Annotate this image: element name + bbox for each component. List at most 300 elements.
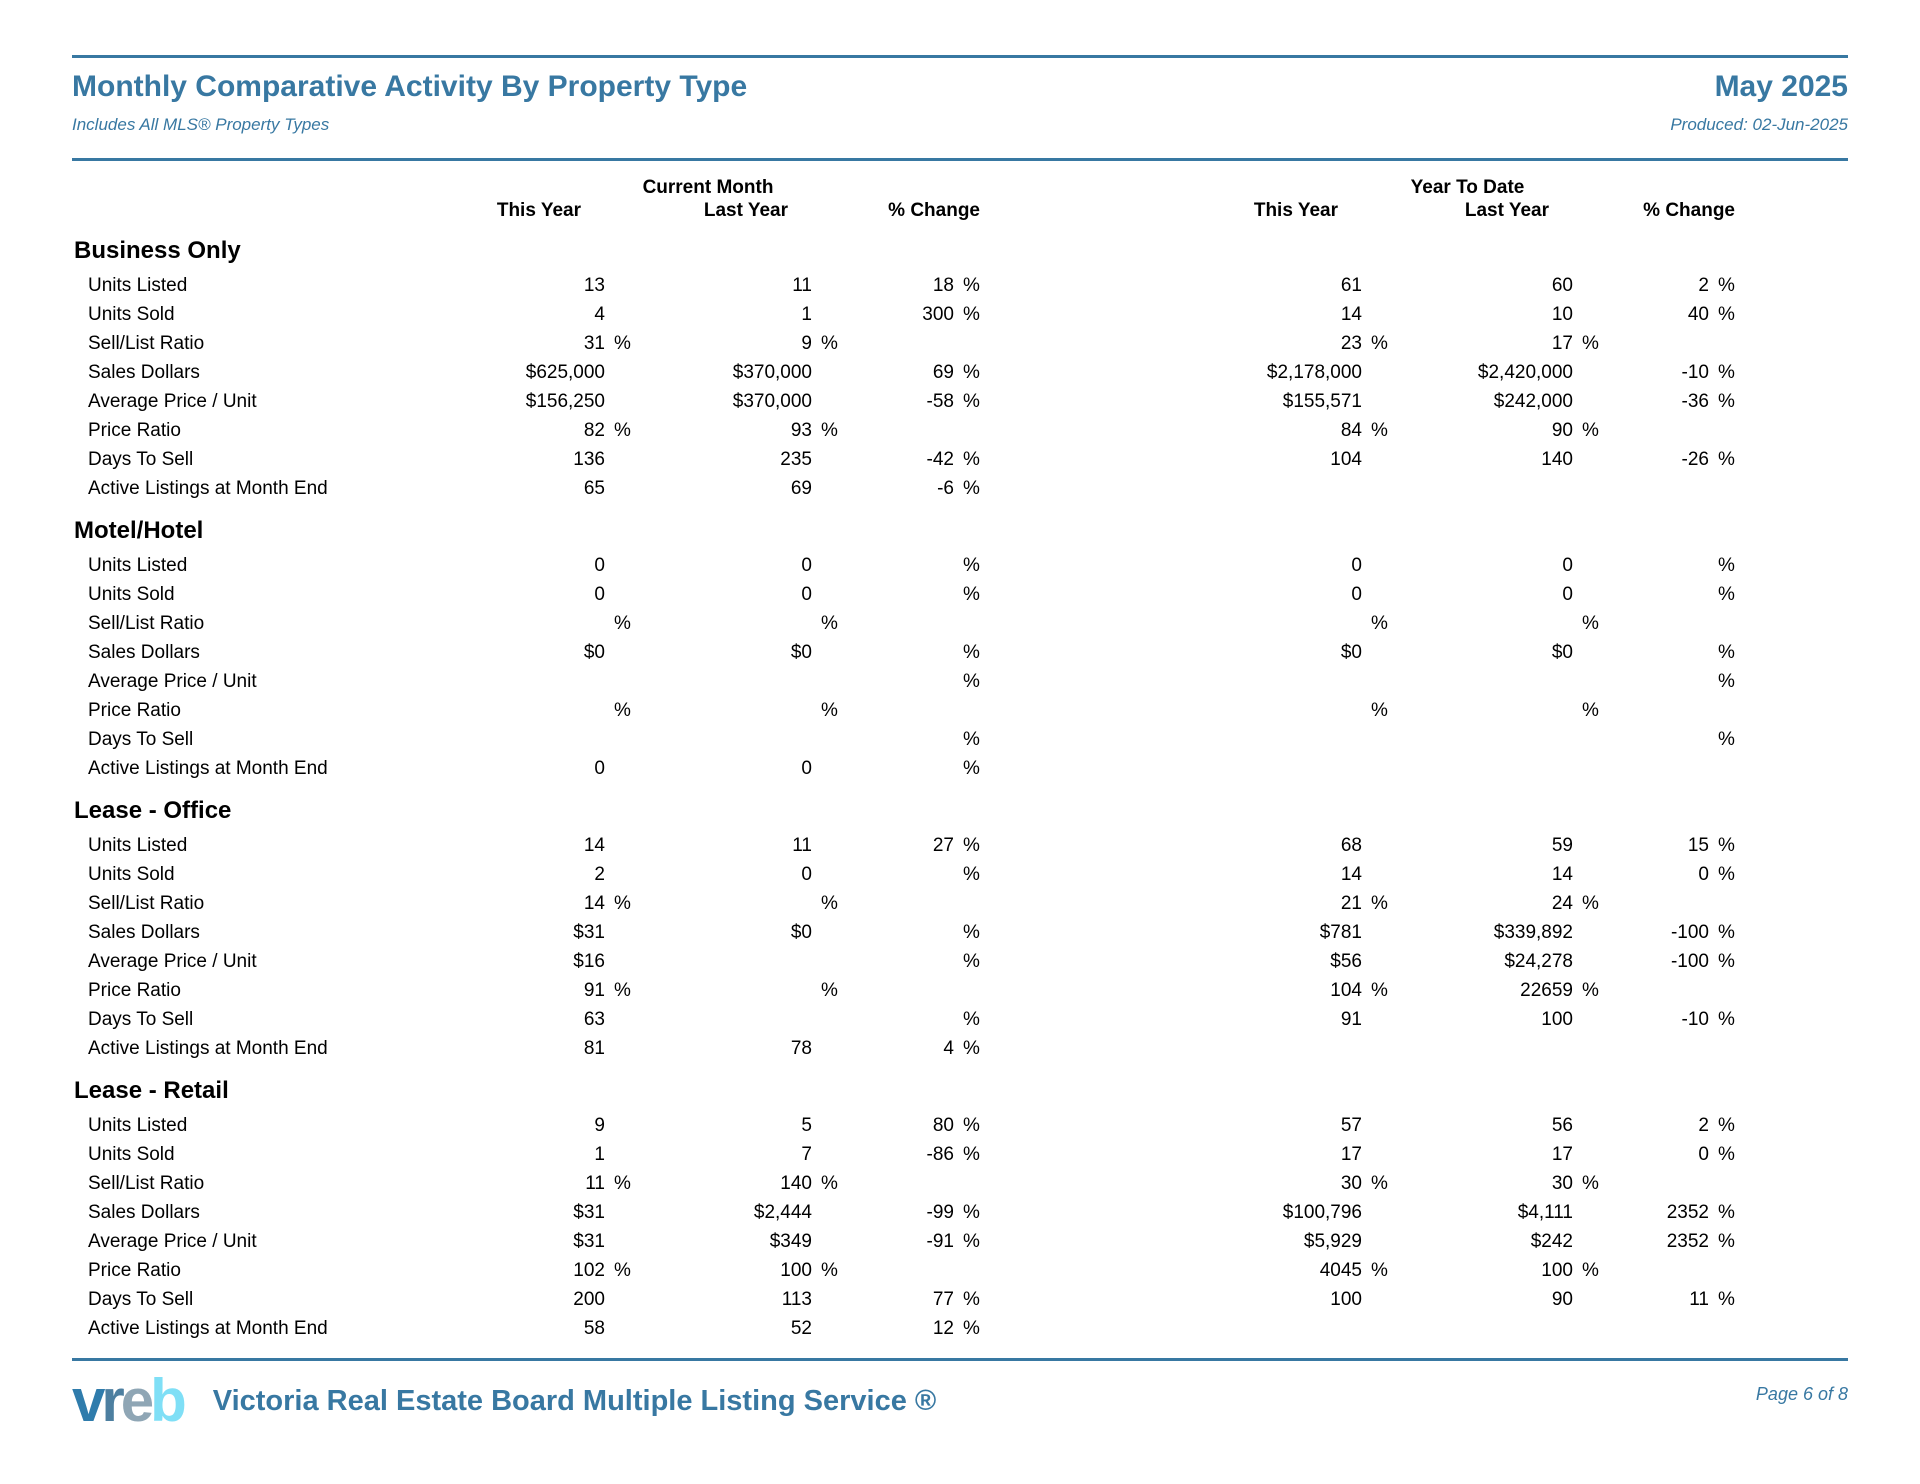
cell bbox=[641, 580, 848, 609]
cell-value: $2,444 bbox=[753, 1202, 812, 1223]
cell bbox=[641, 1256, 848, 1285]
cell-value: 69 bbox=[932, 362, 954, 383]
cell-percent-sign: % bbox=[963, 449, 980, 470]
cell-percent-sign bbox=[954, 329, 990, 358]
cell-percent-sign: % bbox=[963, 1144, 980, 1165]
cell-value: 11 bbox=[792, 275, 812, 296]
cell-value: 77 bbox=[932, 1289, 954, 1310]
cell bbox=[848, 667, 990, 696]
cell bbox=[1190, 1256, 1398, 1285]
cell-value bbox=[1398, 609, 1573, 638]
cell-percent-sign bbox=[812, 754, 848, 783]
cell-percent-sign bbox=[605, 1198, 641, 1227]
table-row bbox=[72, 1256, 1848, 1285]
cell bbox=[848, 271, 990, 300]
cell bbox=[390, 725, 641, 754]
cell bbox=[848, 754, 990, 783]
cell-value: 22659 bbox=[1520, 980, 1573, 1001]
cell-value: $242,000 bbox=[1493, 391, 1573, 412]
cell-percent-sign bbox=[605, 918, 641, 947]
cell-percent-sign: % bbox=[614, 420, 631, 441]
cell bbox=[1609, 1005, 1745, 1034]
logo-letter: v bbox=[72, 1367, 102, 1434]
cell-value bbox=[1609, 1314, 1709, 1343]
cell bbox=[1609, 580, 1745, 609]
cell-value: 91 bbox=[583, 980, 605, 1001]
cell bbox=[1609, 1140, 1745, 1169]
logo-letter: e bbox=[120, 1367, 151, 1434]
cell bbox=[390, 889, 641, 918]
cell bbox=[1398, 1227, 1609, 1256]
cell-percent-sign bbox=[1362, 1111, 1398, 1140]
cell-value: -86 bbox=[926, 1144, 954, 1165]
cell-value bbox=[1609, 329, 1709, 358]
row-label: Units Listed bbox=[88, 1115, 188, 1136]
cell-value: 78 bbox=[790, 1038, 812, 1059]
cell bbox=[1190, 1285, 1398, 1314]
cell-value: 60 bbox=[1551, 275, 1573, 296]
cell bbox=[848, 580, 990, 609]
cell-percent-sign bbox=[1362, 580, 1398, 609]
cell bbox=[390, 831, 641, 860]
cell bbox=[1398, 609, 1609, 638]
cell bbox=[1190, 329, 1398, 358]
cell-value bbox=[848, 1169, 954, 1198]
cell-percent-sign: % bbox=[1718, 1115, 1735, 1136]
cell-percent-sign bbox=[605, 580, 641, 609]
cell-value bbox=[1609, 754, 1709, 783]
cell bbox=[390, 1227, 641, 1256]
cell-value: $5,929 bbox=[1303, 1231, 1362, 1252]
cell bbox=[641, 860, 848, 889]
cell-value: 100 bbox=[1541, 1009, 1573, 1030]
cell-value: 57 bbox=[1340, 1115, 1362, 1136]
cell-percent-sign bbox=[605, 551, 641, 580]
cell-value bbox=[848, 860, 954, 889]
cell-percent-sign: % bbox=[1718, 1289, 1735, 1310]
cell-value: -6 bbox=[937, 478, 954, 499]
cell-value: 30 bbox=[1551, 1173, 1573, 1194]
cell-percent-sign bbox=[1362, 1227, 1398, 1256]
cell bbox=[1609, 1314, 1745, 1343]
cell bbox=[641, 696, 848, 725]
cell bbox=[641, 416, 848, 445]
cell-percent-sign bbox=[605, 667, 641, 696]
cell bbox=[1398, 947, 1609, 976]
cell-value: 69 bbox=[790, 478, 812, 499]
cell bbox=[1398, 1198, 1609, 1227]
cell bbox=[848, 638, 990, 667]
report-footer bbox=[72, 1358, 1848, 1437]
cell-percent-sign bbox=[812, 474, 848, 503]
cell-value: 21 bbox=[1340, 893, 1362, 914]
cell-percent-sign bbox=[1362, 358, 1398, 387]
cell bbox=[641, 1169, 848, 1198]
cell bbox=[390, 271, 641, 300]
cell-value: $0 bbox=[1340, 642, 1362, 663]
cell-value bbox=[848, 696, 954, 725]
cell bbox=[641, 918, 848, 947]
cell bbox=[390, 1169, 641, 1198]
cell bbox=[1398, 638, 1609, 667]
cell-percent-sign bbox=[812, 638, 848, 667]
cell-percent-sign bbox=[1709, 609, 1745, 638]
cell bbox=[848, 696, 990, 725]
cell bbox=[641, 474, 848, 503]
cell bbox=[1398, 667, 1609, 696]
cell-value: $16 bbox=[573, 951, 605, 972]
cell-percent-sign bbox=[1362, 1198, 1398, 1227]
cell bbox=[848, 1005, 990, 1034]
cell-value: 0 bbox=[594, 758, 605, 779]
cell bbox=[390, 329, 641, 358]
cell-value bbox=[641, 947, 812, 976]
cell-percent-sign: % bbox=[963, 1231, 980, 1252]
cell-value bbox=[1398, 696, 1573, 725]
cell-value: 0 bbox=[1698, 1144, 1709, 1165]
cell-value bbox=[1609, 580, 1709, 609]
cell-percent-sign: % bbox=[963, 362, 980, 383]
cell-percent-sign: % bbox=[821, 1260, 838, 1281]
row-label: Units Sold bbox=[88, 584, 175, 605]
cell-value: 90 bbox=[1551, 1289, 1573, 1310]
cell-percent-sign bbox=[812, 1227, 848, 1256]
cell bbox=[1398, 1256, 1609, 1285]
cell-percent-sign bbox=[812, 1198, 848, 1227]
row-label: Active Listings at Month End bbox=[88, 1318, 328, 1339]
cell-percent-sign bbox=[1362, 300, 1398, 329]
cell bbox=[848, 947, 990, 976]
report-period: May 2025 bbox=[1714, 70, 1848, 103]
cell-percent-sign bbox=[954, 889, 990, 918]
cell-percent-sign bbox=[812, 1034, 848, 1063]
cell bbox=[1190, 474, 1398, 503]
cell bbox=[390, 358, 641, 387]
cell bbox=[641, 1111, 848, 1140]
cell bbox=[1609, 1227, 1745, 1256]
table-row bbox=[72, 1034, 1848, 1063]
cell bbox=[848, 918, 990, 947]
cell bbox=[1609, 1169, 1745, 1198]
cell-value bbox=[848, 667, 954, 696]
logo-letter: b bbox=[150, 1367, 183, 1434]
row-label: Average Price / Unit bbox=[88, 391, 257, 412]
table-row bbox=[72, 725, 1848, 754]
row-label: Sell/List Ratio bbox=[88, 333, 205, 354]
cell-value: $370,000 bbox=[732, 362, 812, 383]
cell-percent-sign bbox=[1573, 638, 1609, 667]
cell-percent-sign: % bbox=[963, 1115, 980, 1136]
cell-value bbox=[390, 667, 605, 696]
cell-percent-sign bbox=[605, 947, 641, 976]
cell-percent-sign bbox=[1573, 1285, 1609, 1314]
cell-value: 0 bbox=[801, 758, 812, 779]
cell-percent-sign bbox=[954, 416, 990, 445]
cell-percent-sign: % bbox=[1371, 700, 1388, 721]
cell bbox=[848, 1034, 990, 1063]
cell-value bbox=[1190, 609, 1362, 638]
cell-percent-sign bbox=[1573, 1034, 1609, 1063]
cell bbox=[641, 445, 848, 474]
cell bbox=[641, 271, 848, 300]
row-label: Sales Dollars bbox=[88, 922, 200, 943]
cell-percent-sign bbox=[1573, 725, 1609, 754]
cell bbox=[848, 416, 990, 445]
cell-percent-sign: % bbox=[963, 1038, 980, 1059]
cell bbox=[390, 609, 641, 638]
cell-percent-sign bbox=[1362, 1285, 1398, 1314]
cell bbox=[1609, 976, 1745, 1005]
cell-percent-sign bbox=[1573, 1005, 1609, 1034]
cell bbox=[1398, 918, 1609, 947]
cell-percent-sign: % bbox=[1582, 1260, 1599, 1281]
brand-text: Victoria Real Estate Board Multiple Listing Service ® bbox=[212, 1384, 937, 1417]
cell bbox=[390, 638, 641, 667]
cell-value: 81 bbox=[583, 1038, 605, 1059]
cell-value bbox=[1609, 667, 1709, 696]
report-header bbox=[72, 68, 1848, 106]
cell-percent-sign bbox=[812, 725, 848, 754]
cell-value bbox=[1398, 667, 1573, 696]
cell bbox=[1398, 725, 1609, 754]
cell bbox=[641, 1227, 848, 1256]
cell-percent-sign: % bbox=[1582, 420, 1599, 441]
cell-value: -10 bbox=[1681, 1009, 1709, 1030]
cell-percent-sign: % bbox=[821, 1173, 838, 1194]
cell-percent-sign: % bbox=[1718, 1231, 1735, 1252]
cell-percent-sign bbox=[1709, 474, 1745, 503]
cell-percent-sign: % bbox=[963, 671, 980, 692]
cell-value: 17 bbox=[1551, 1144, 1573, 1165]
cell-percent-sign bbox=[1362, 667, 1398, 696]
cell bbox=[641, 889, 848, 918]
cell bbox=[390, 1198, 641, 1227]
row-label: Price Ratio bbox=[88, 980, 181, 1001]
cell-percent-sign: % bbox=[1371, 1173, 1388, 1194]
cell-percent-sign: % bbox=[1582, 980, 1599, 1001]
row-label: Price Ratio bbox=[88, 700, 181, 721]
cell-percent-sign bbox=[605, 831, 641, 860]
cell bbox=[641, 1140, 848, 1169]
cell-percent-sign: % bbox=[821, 980, 838, 1001]
cell-percent-sign bbox=[812, 1111, 848, 1140]
cell bbox=[1190, 1198, 1398, 1227]
cell bbox=[1190, 387, 1398, 416]
cell-value: 140 bbox=[780, 1173, 812, 1194]
cell-percent-sign bbox=[1362, 860, 1398, 889]
cell-value: 84 bbox=[1340, 420, 1362, 441]
row-label: Active Listings at Month End bbox=[88, 478, 328, 499]
cell-value bbox=[1609, 638, 1709, 667]
cell bbox=[1609, 667, 1745, 696]
cell-value: 2352 bbox=[1666, 1231, 1709, 1252]
cell-percent-sign: % bbox=[1718, 642, 1735, 663]
group-header-year-to-date: Year To Date bbox=[1410, 177, 1525, 198]
cell-value: $4,111 bbox=[1517, 1202, 1573, 1223]
table-row bbox=[72, 1140, 1848, 1169]
cell-value: -91 bbox=[926, 1231, 954, 1252]
cell-value: 14 bbox=[1340, 864, 1362, 885]
row-label: Units Sold bbox=[88, 864, 175, 885]
cell-percent-sign bbox=[1362, 1314, 1398, 1343]
cell bbox=[390, 696, 641, 725]
table-row bbox=[72, 667, 1848, 696]
cell bbox=[1190, 580, 1398, 609]
report-subheader bbox=[72, 114, 1848, 136]
table-row bbox=[72, 1111, 1848, 1140]
cell bbox=[848, 1227, 990, 1256]
cell bbox=[641, 1285, 848, 1314]
cell-percent-sign: % bbox=[821, 700, 838, 721]
section bbox=[72, 1075, 1848, 1343]
row-label: Units Sold bbox=[88, 304, 175, 325]
cell-percent-sign bbox=[954, 976, 990, 1005]
cell-value bbox=[641, 1005, 812, 1034]
cell bbox=[848, 889, 990, 918]
cell bbox=[1190, 551, 1398, 580]
cell bbox=[1398, 1140, 1609, 1169]
cell-percent-sign: % bbox=[821, 420, 838, 441]
row-label: Days To Sell bbox=[88, 1009, 194, 1030]
cell bbox=[848, 609, 990, 638]
cell-percent-sign: % bbox=[614, 613, 631, 634]
cell-percent-sign: % bbox=[963, 922, 980, 943]
cell-value: -36 bbox=[1681, 391, 1709, 412]
cell-value: $349 bbox=[769, 1231, 812, 1252]
cell-value: 15 bbox=[1687, 835, 1709, 856]
cell-percent-sign: % bbox=[821, 893, 838, 914]
cell-percent-sign bbox=[1573, 860, 1609, 889]
cell-percent-sign: % bbox=[963, 642, 980, 663]
cell bbox=[390, 1111, 641, 1140]
cell bbox=[1190, 754, 1398, 783]
table-row bbox=[72, 976, 1848, 1005]
cell-percent-sign: % bbox=[1718, 1009, 1735, 1030]
table-row bbox=[72, 300, 1848, 329]
table-row bbox=[72, 1169, 1848, 1198]
cell-percent-sign: % bbox=[1718, 729, 1735, 750]
cell-percent-sign bbox=[954, 696, 990, 725]
cell bbox=[1398, 329, 1609, 358]
cell-value: 91 bbox=[1340, 1009, 1362, 1030]
cell bbox=[390, 445, 641, 474]
cell bbox=[641, 947, 848, 976]
cell-percent-sign bbox=[1709, 1169, 1745, 1198]
cell-value: $100,796 bbox=[1282, 1202, 1362, 1223]
cell bbox=[1398, 358, 1609, 387]
cell-value: $625,000 bbox=[525, 362, 605, 383]
cell-value bbox=[1190, 1314, 1362, 1343]
cell-value: 61 bbox=[1340, 275, 1362, 296]
cell-value: -100 bbox=[1670, 951, 1709, 972]
cell-value: 90 bbox=[1551, 420, 1573, 441]
cell-percent-sign bbox=[1362, 725, 1398, 754]
cell-percent-sign bbox=[1573, 918, 1609, 947]
cell-value: $156,250 bbox=[525, 391, 605, 412]
cell-value: 52 bbox=[790, 1318, 812, 1339]
cell bbox=[848, 300, 990, 329]
cell-percent-sign bbox=[812, 918, 848, 947]
cell bbox=[1609, 1256, 1745, 1285]
cell bbox=[848, 976, 990, 1005]
cell-value bbox=[1190, 1034, 1362, 1063]
cell-percent-sign: % bbox=[1371, 1260, 1388, 1281]
cell-value bbox=[1398, 1034, 1573, 1063]
section bbox=[72, 515, 1848, 783]
cell-value: 140 bbox=[1541, 449, 1573, 470]
cell bbox=[848, 1169, 990, 1198]
cell bbox=[848, 1285, 990, 1314]
cell-value bbox=[641, 725, 812, 754]
group-header-spacer bbox=[72, 177, 390, 199]
cell-percent-sign bbox=[1573, 358, 1609, 387]
cell bbox=[1398, 1005, 1609, 1034]
cell-percent-sign bbox=[605, 1034, 641, 1063]
table-row bbox=[72, 329, 1848, 358]
cell-percent-sign: % bbox=[963, 951, 980, 972]
cell-percent-sign bbox=[954, 1169, 990, 1198]
cell bbox=[641, 551, 848, 580]
cell-percent-sign: % bbox=[821, 613, 838, 634]
table-row bbox=[72, 860, 1848, 889]
table-row bbox=[72, 1314, 1848, 1343]
cell-percent-sign bbox=[1362, 638, 1398, 667]
cell-value bbox=[848, 580, 954, 609]
cell-percent-sign bbox=[1362, 754, 1398, 783]
row-label: Average Price / Unit bbox=[88, 1231, 257, 1252]
cell-value: 65 bbox=[583, 478, 605, 499]
cell bbox=[848, 1256, 990, 1285]
cell-percent-sign bbox=[1709, 416, 1745, 445]
cell bbox=[1609, 609, 1745, 638]
cell bbox=[390, 1256, 641, 1285]
cell-value bbox=[848, 1005, 954, 1034]
cell-percent-sign bbox=[812, 445, 848, 474]
row-label: Sell/List Ratio bbox=[88, 1173, 205, 1194]
cell-percent-sign bbox=[1573, 445, 1609, 474]
cell-percent-sign bbox=[812, 1005, 848, 1034]
table-row bbox=[72, 1285, 1848, 1314]
cell-value: 11 bbox=[792, 835, 812, 856]
cell bbox=[1398, 416, 1609, 445]
cell-percent-sign: % bbox=[1718, 835, 1735, 856]
cell-percent-sign bbox=[1573, 580, 1609, 609]
table-body bbox=[72, 235, 1848, 1343]
cell bbox=[1398, 976, 1609, 1005]
cell bbox=[1609, 638, 1745, 667]
cell-value: 235 bbox=[780, 449, 812, 470]
table-row bbox=[72, 609, 1848, 638]
cell bbox=[848, 1314, 990, 1343]
cell-percent-sign: % bbox=[614, 700, 631, 721]
cell-percent-sign bbox=[1709, 329, 1745, 358]
section bbox=[72, 795, 1848, 1063]
cell bbox=[1609, 725, 1745, 754]
cell-value: 0 bbox=[801, 864, 812, 885]
column-header-cm-this-year: This Year bbox=[496, 200, 581, 221]
cell-percent-sign bbox=[1573, 271, 1609, 300]
cell bbox=[390, 1034, 641, 1063]
cell-percent-sign bbox=[954, 609, 990, 638]
cell bbox=[1190, 1034, 1398, 1063]
cell bbox=[848, 1198, 990, 1227]
cell-percent-sign: % bbox=[963, 1202, 980, 1223]
cell-percent-sign bbox=[605, 1111, 641, 1140]
cell-value: $31 bbox=[573, 922, 605, 943]
cell-value: 59 bbox=[1551, 835, 1573, 856]
column-header-ytd-this-year: This Year bbox=[1253, 200, 1338, 221]
cell bbox=[390, 918, 641, 947]
